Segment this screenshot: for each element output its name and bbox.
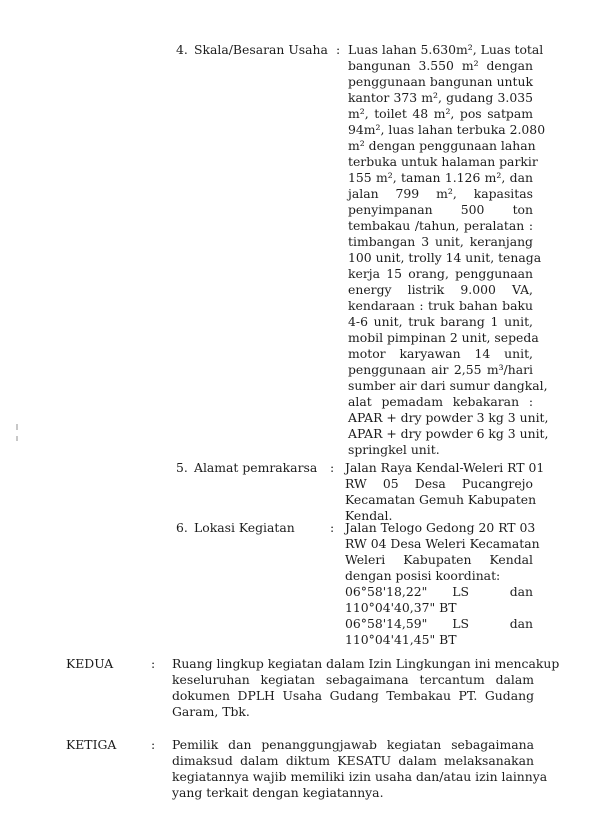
text-line: Jalan Raya Kendal-Weleri RT 01 bbox=[345, 460, 545, 475]
text-line: dokumen DPLH Usaha Gudang Tembakau PT. Gudang bbox=[172, 688, 534, 703]
item-colon: : bbox=[330, 520, 335, 535]
text-line: Luas lahan 5.630m², Luas total bbox=[348, 42, 544, 57]
coordinate-row bbox=[345, 600, 533, 616]
text-line: dengan posisi koordinat: bbox=[345, 568, 501, 583]
diktum-text bbox=[172, 656, 560, 720]
coordinate-lon: 110°04'40,37" BT bbox=[345, 600, 457, 615]
text-line: jalan 799 m², kapasitas bbox=[348, 186, 533, 201]
text-line: Ruang lingkup kegiatan dalam Izin Lingkungan ini mencakup bbox=[172, 656, 560, 671]
scan-mark bbox=[16, 424, 18, 430]
coordinate-lat: 06°58'14,59" bbox=[345, 616, 428, 631]
coordinate-list bbox=[345, 584, 533, 648]
text-line: dimaksud dalam diktum KESATU dalam melaksanakan bbox=[172, 753, 534, 768]
text-line: kerja 15 orang, penggunaan bbox=[348, 266, 533, 281]
text-line: terbuka untuk halaman parkir bbox=[348, 154, 538, 169]
item-value bbox=[348, 42, 549, 458]
coordinate-ns: LS bbox=[452, 616, 469, 631]
text-line: 100 unit, trolly 14 unit, tenaga bbox=[348, 250, 542, 265]
item-label: Alamat pemrakarsa bbox=[194, 460, 318, 475]
item-value bbox=[345, 520, 540, 584]
item-value bbox=[345, 460, 545, 524]
text-line: APAR + dry powder 6 kg 3 unit, bbox=[348, 426, 549, 441]
text-line: sumber air dari sumur dangkal, bbox=[348, 378, 548, 393]
coordinate-ns: LS bbox=[452, 584, 469, 599]
text-line: RW 04 Desa Weleri Kecamatan bbox=[345, 536, 540, 551]
text-line: Garam, Tbk. bbox=[172, 704, 250, 719]
text-line: kendaraan : truk bahan baku bbox=[348, 298, 533, 313]
diktum-colon: : bbox=[151, 656, 156, 671]
item-number: 6. bbox=[176, 520, 188, 535]
scan-mark bbox=[16, 436, 18, 441]
text-line: RW 05 Desa Pucangrejo bbox=[345, 476, 533, 491]
coordinate-row bbox=[345, 584, 533, 600]
item-colon: : bbox=[330, 460, 335, 475]
item-label: Lokasi Kegiatan bbox=[194, 520, 295, 535]
text-line: yang terkait dengan kegiatannya. bbox=[172, 785, 384, 800]
text-line: penggunaan bangunan untuk bbox=[348, 74, 533, 89]
text-line: Jalan Telogo Gedong 20 RT 03 bbox=[345, 520, 536, 535]
text-line: kantor 373 m², gudang 3.035 bbox=[348, 90, 533, 105]
text-line: keseluruhan kegiatan sebagaimana tercantum dalam bbox=[172, 672, 534, 687]
text-line: Kendal. bbox=[345, 508, 393, 523]
text-line: m² dengan penggunaan lahan bbox=[348, 138, 536, 153]
text-line: 155 m², taman 1.126 m², dan bbox=[348, 170, 533, 185]
text-line: Kecamatan Gemuh Kabupaten bbox=[345, 492, 537, 507]
text-line: m², toilet 48 m², pos satpam bbox=[348, 106, 533, 121]
coordinate-lat: 06°58'18,22" bbox=[345, 584, 428, 599]
item-label: Skala/Besaran Usaha bbox=[194, 42, 328, 57]
coordinate-lon: 110°04'41,45" BT bbox=[345, 632, 457, 647]
diktum-colon: : bbox=[151, 737, 156, 752]
text-line: motor karyawan 14 unit, bbox=[348, 346, 533, 361]
text-line: bangunan 3.550 m² dengan bbox=[348, 58, 533, 73]
coordinate-conj: dan bbox=[509, 616, 533, 631]
item-colon: : bbox=[336, 42, 341, 57]
text-line: tembakau /tahun, peralatan : bbox=[348, 218, 533, 233]
text-line: 94m², luas lahan terbuka 2.080 bbox=[348, 122, 546, 137]
text-line: Pemilik dan penanggungjawab kegiatan sebagaimana bbox=[172, 737, 534, 752]
coordinate-row bbox=[345, 632, 533, 648]
text-line: springkel unit. bbox=[348, 442, 440, 457]
text-line: penyimpanan 500 ton bbox=[348, 202, 533, 217]
text-line: energy listrik 9.000 VA, bbox=[348, 282, 533, 297]
text-line: Weleri Kabupaten Kendal bbox=[345, 552, 533, 567]
coordinate-conj: dan bbox=[509, 584, 533, 599]
item-number: 5. bbox=[176, 460, 188, 475]
text-line: timbangan 3 unit, keranjang bbox=[348, 234, 533, 249]
text-line: APAR + dry powder 3 kg 3 unit, bbox=[348, 410, 549, 425]
diktum-label: KEDUA bbox=[66, 656, 114, 671]
item-number: 4. bbox=[176, 42, 188, 57]
diktum-label: KETIGA bbox=[66, 737, 117, 752]
diktum-text bbox=[172, 737, 548, 801]
text-line: kegiatannya wajib memiliki izin usaha dan/atau izin lainnya bbox=[172, 769, 548, 784]
text-line: penggunaan air 2,55 m³/hari bbox=[348, 362, 533, 377]
coordinate-row bbox=[345, 616, 533, 632]
text-line: mobil pimpinan 2 unit, sepeda bbox=[348, 330, 539, 345]
text-line: 4-6 unit, truk barang 1 unit, bbox=[348, 314, 533, 329]
text-line: alat pemadam kebakaran : bbox=[348, 394, 533, 409]
